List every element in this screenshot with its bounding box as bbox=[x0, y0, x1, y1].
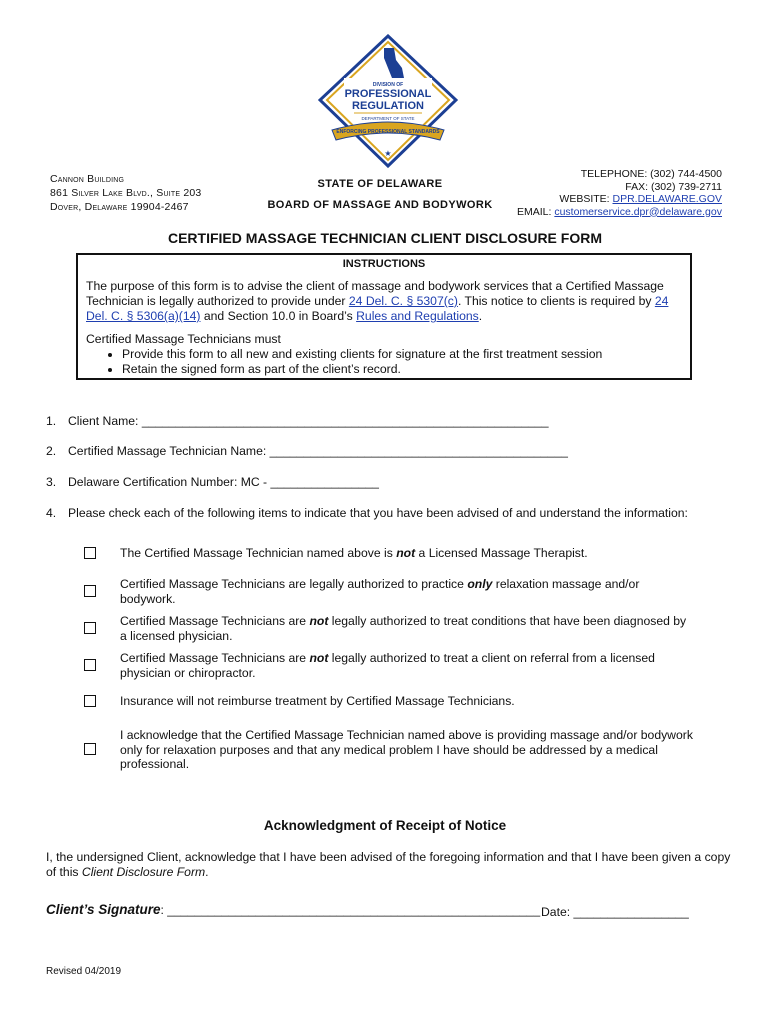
telephone: TELEPHONE: (302) 744-4500 bbox=[580, 168, 722, 180]
seal-line4: DEPARTMENT OF STATE bbox=[361, 116, 415, 121]
item-text: Insurance will not reimburse treatment by Certified Massage Technicians. bbox=[120, 694, 515, 708]
address-line2: 861 Silver Lake Blvd., Suite 203 bbox=[50, 187, 202, 199]
seal-line3: REGULATION bbox=[352, 100, 424, 112]
ack-text-a: I, the undersigned Client, acknowledge that I have been advised of the foregoing information and that I have been given a copy of this bbox=[46, 850, 731, 879]
svg-text:★: ★ bbox=[384, 149, 392, 158]
client-signature-field[interactable] bbox=[46, 902, 540, 917]
ack-text-em: Client Disclosure Form bbox=[81, 865, 206, 879]
email-label: EMAIL: bbox=[516, 205, 555, 218]
checklist-item-2 bbox=[84, 577, 704, 607]
duty-item: • Retain the signed form as part of the client’s record. bbox=[122, 362, 682, 377]
checklist-item-5 bbox=[84, 694, 704, 710]
division-seal bbox=[318, 34, 458, 169]
question-number: 3. bbox=[46, 475, 57, 489]
purpose-text-b: . This notice to clients is required by bbox=[457, 294, 655, 308]
item-text: The Certified Massage Technician named above is bbox=[120, 546, 397, 560]
email-line bbox=[517, 206, 722, 219]
question-text: Certified Massage Technician Name: ____________________________________________ bbox=[68, 444, 568, 458]
acknowledgment-text bbox=[46, 850, 736, 880]
seal-line1: DIVISION OF bbox=[372, 82, 404, 88]
item-emphasis: only bbox=[467, 577, 493, 591]
duty-item: • Provide this form to all new and existing clients for signature at the first treatment session bbox=[122, 347, 682, 362]
purpose-text-c: and Section 10.0 in Board’s bbox=[200, 309, 357, 323]
checkbox[interactable] bbox=[84, 547, 96, 559]
date-field[interactable]: Date: _________________ bbox=[541, 905, 689, 919]
technician-duties bbox=[86, 332, 682, 377]
item-emphasis: not bbox=[309, 651, 329, 665]
address-line1: Cannon Building bbox=[50, 173, 125, 185]
checkbox[interactable] bbox=[84, 743, 96, 755]
instructions-box bbox=[76, 253, 692, 380]
fax: FAX: (302) 739-2711 bbox=[625, 180, 722, 193]
certification-number-field[interactable] bbox=[46, 475, 379, 489]
email-link[interactable]: customerservice.dpr@delaware.gov bbox=[554, 205, 722, 218]
item-text: Certified Massage Technicians are bbox=[120, 614, 310, 628]
website-line bbox=[517, 193, 722, 206]
checkbox[interactable] bbox=[84, 659, 96, 671]
checklist-instruction bbox=[46, 506, 688, 520]
checklist-item-6 bbox=[84, 728, 704, 774]
rules-link[interactable]: Rules and Regulations bbox=[356, 309, 479, 323]
question-text: Delaware Certification Number: MC - ________________ bbox=[68, 475, 379, 489]
seal-line2: PROFESSIONAL bbox=[344, 88, 432, 100]
item-text: a Licensed Massage Therapist. bbox=[415, 546, 588, 560]
duties-intro: Certified Massage Technicians must bbox=[86, 332, 281, 346]
checkbox[interactable] bbox=[84, 585, 96, 597]
statute-link-5307[interactable]: 24 Del. C. § 5307(c) bbox=[348, 294, 458, 308]
checklist-item-3 bbox=[84, 614, 704, 644]
checkbox[interactable] bbox=[84, 622, 96, 634]
website-link[interactable]: DPR.DELAWARE.GOV bbox=[612, 193, 722, 205]
item-text: Certified Massage Technicians are bbox=[120, 651, 310, 665]
contact-info bbox=[517, 168, 722, 218]
item-emphasis: not bbox=[309, 614, 329, 628]
technician-name-field[interactable] bbox=[46, 444, 568, 458]
board-name: BOARD OF MASSAGE AND BODYWORK bbox=[267, 199, 493, 211]
item-emphasis: not bbox=[396, 546, 416, 560]
office-address bbox=[50, 172, 201, 214]
website-label: WEBSITE: bbox=[559, 193, 613, 205]
address-line3: Dover, Delaware 19904-2467 bbox=[50, 201, 189, 213]
checkbox[interactable] bbox=[84, 695, 96, 707]
revision-date: Revised 04/2019 bbox=[46, 966, 122, 977]
checklist-item-1 bbox=[84, 546, 704, 562]
signature-line: : _______________________________________________________ bbox=[160, 903, 541, 917]
statute-link-5306[interactable]: 24 Del. C. § 5306(a)(14) bbox=[86, 294, 669, 323]
instructions-heading: INSTRUCTIONS bbox=[342, 258, 426, 270]
question-number: 2. bbox=[46, 444, 57, 458]
item-text: Certified Massage Technicians are legally authorized to practice bbox=[120, 577, 468, 591]
instructions-purpose bbox=[86, 279, 682, 324]
item-text: legally authorized to treat conditions that have been diagnosed by a licensed physician. bbox=[120, 614, 687, 643]
signature-label: Client’s Signature bbox=[46, 902, 161, 917]
item-text: I acknowledge that the Certified Massage Technician named above is providing massage and/or bodywork only for relaxation purposes and that any medical problem I have should be addressed by a medical professional. bbox=[120, 728, 693, 771]
purpose-text-a: The purpose of this form is to advise the client of massage and bodywork services that a Certified Massage Technician is legally authorized to provide under bbox=[86, 279, 664, 308]
question-text: Please check each of the following items to indicate that you have been advised of and understand the information: bbox=[68, 506, 688, 520]
question-number: 1. bbox=[46, 414, 57, 428]
item-text: legally authorized to treat a client on referral from a licensed physician or chiropractor. bbox=[120, 651, 655, 680]
item-text: relaxation massage and/or bodywork. bbox=[120, 577, 640, 606]
form-title: CERTIFIED MASSAGE TECHNICIAN CLIENT DISCLOSURE FORM bbox=[167, 230, 602, 246]
purpose-text-d: . bbox=[478, 309, 483, 323]
question-number: 4. bbox=[46, 506, 57, 520]
seal-banner: ENFORCING PROFESSIONAL STANDARDS bbox=[336, 129, 440, 135]
acknowledgment-title: Acknowledgment of Receipt of Notice bbox=[263, 818, 507, 833]
checklist-item-4 bbox=[84, 651, 704, 681]
question-text: Client Name: ____________________________________________________________ bbox=[68, 414, 549, 428]
state-name: STATE OF DELAWARE bbox=[317, 178, 443, 190]
ack-text-b: . bbox=[205, 865, 209, 879]
client-name-field[interactable] bbox=[46, 414, 549, 428]
